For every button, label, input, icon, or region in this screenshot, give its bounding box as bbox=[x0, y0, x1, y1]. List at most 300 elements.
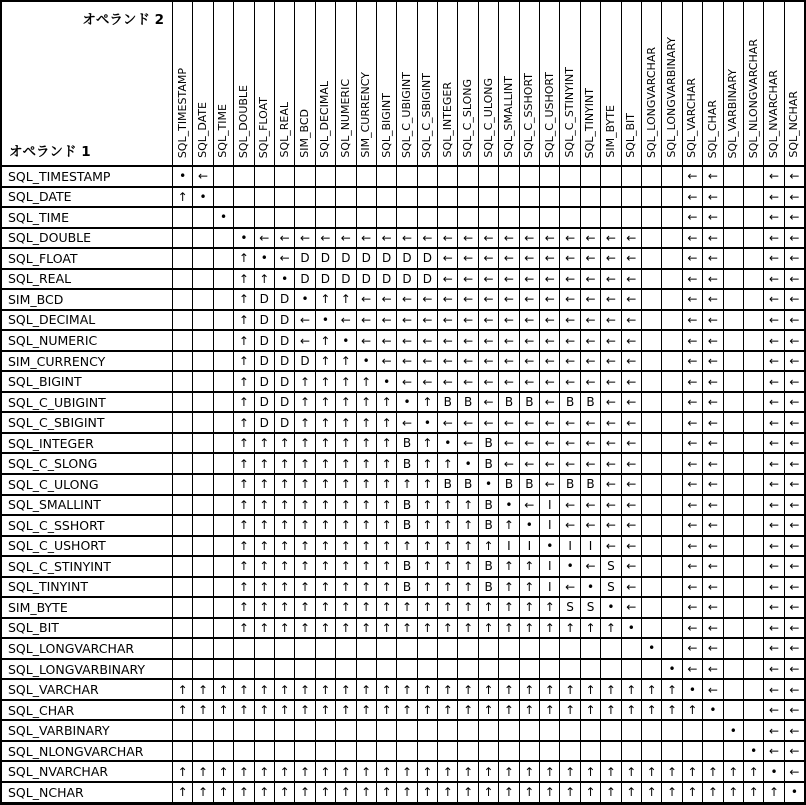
matrix-cell bbox=[173, 371, 193, 392]
matrix-cell bbox=[662, 371, 682, 392]
matrix-cell: ← bbox=[764, 720, 784, 741]
matrix-cell: ↑ bbox=[560, 618, 580, 639]
matrix-cell bbox=[743, 700, 763, 721]
matrix-cell: ↑ bbox=[458, 761, 478, 782]
matrix-cell: ← bbox=[621, 453, 641, 474]
matrix-cell: ↑ bbox=[417, 474, 437, 495]
matrix-cell bbox=[601, 207, 621, 228]
matrix-cell bbox=[723, 515, 743, 536]
matrix-cell bbox=[213, 453, 233, 474]
matrix-cell bbox=[193, 412, 213, 433]
matrix-cell bbox=[580, 741, 600, 762]
matrix-cell: ↑ bbox=[254, 679, 274, 700]
matrix-cell: D bbox=[417, 248, 437, 269]
row-header: SQL_TIME bbox=[1, 207, 173, 228]
matrix-cell: ↑ bbox=[315, 351, 335, 372]
matrix-cell: ← bbox=[621, 577, 641, 598]
matrix-cell: ↑ bbox=[499, 556, 519, 577]
matrix-cell bbox=[723, 453, 743, 474]
matrix-cell bbox=[193, 453, 213, 474]
matrix-cell: ← bbox=[703, 289, 723, 310]
column-header-label: SQL_C_SSHORT bbox=[522, 73, 536, 158]
matrix-cell: ← bbox=[580, 515, 600, 536]
matrix-cell: ← bbox=[764, 433, 784, 454]
matrix-cell: ← bbox=[458, 310, 478, 331]
matrix-cell bbox=[580, 638, 600, 659]
matrix-cell: • bbox=[764, 761, 784, 782]
row-header: SQL_TINYINT bbox=[1, 577, 173, 598]
matrix-cell bbox=[336, 659, 356, 680]
matrix-cell bbox=[234, 720, 254, 741]
matrix-cell bbox=[213, 556, 233, 577]
matrix-cell: ← bbox=[458, 412, 478, 433]
matrix-cell bbox=[397, 166, 417, 187]
matrix-cell: D bbox=[254, 310, 274, 331]
matrix-cell: ← bbox=[703, 495, 723, 516]
matrix-cell: ↑ bbox=[254, 433, 274, 454]
matrix-cell bbox=[682, 741, 702, 762]
matrix-row bbox=[1, 597, 805, 618]
matrix-cell: ↑ bbox=[315, 289, 335, 310]
matrix-cell: D bbox=[315, 269, 335, 290]
matrix-cell: ← bbox=[397, 330, 417, 351]
matrix-cell bbox=[621, 207, 641, 228]
matrix-cell: ← bbox=[376, 351, 396, 372]
matrix-cell: ↑ bbox=[458, 618, 478, 639]
matrix-cell: B bbox=[397, 577, 417, 598]
matrix-cell: ↑ bbox=[703, 761, 723, 782]
matrix-cell bbox=[478, 207, 498, 228]
matrix-cell: ↑ bbox=[356, 597, 376, 618]
matrix-cell: ← bbox=[784, 453, 805, 474]
row-header: SQL_C_USHORT bbox=[1, 536, 173, 557]
column-header-label: SQL_NVARCHAR bbox=[766, 69, 780, 158]
matrix-cell bbox=[356, 741, 376, 762]
matrix-cell: ← bbox=[499, 433, 519, 454]
matrix-cell: ← bbox=[458, 228, 478, 249]
matrix-cell: ← bbox=[397, 289, 417, 310]
matrix-cell bbox=[743, 638, 763, 659]
matrix-cell: ← bbox=[438, 289, 458, 310]
matrix-cell bbox=[621, 187, 641, 208]
matrix-cell bbox=[234, 659, 254, 680]
column-header bbox=[274, 1, 294, 166]
matrix-cell: ← bbox=[580, 228, 600, 249]
matrix-cell: ↑ bbox=[601, 679, 621, 700]
matrix-cell bbox=[743, 289, 763, 310]
matrix-cell: D bbox=[254, 351, 274, 372]
matrix-cell bbox=[254, 659, 274, 680]
matrix-cell: • bbox=[478, 474, 498, 495]
matrix-cell bbox=[356, 207, 376, 228]
matrix-cell: ← bbox=[764, 495, 784, 516]
row-header: SQL_SMALLINT bbox=[1, 495, 173, 516]
matrix-row bbox=[1, 412, 805, 433]
matrix-cell: ↑ bbox=[519, 618, 539, 639]
matrix-cell bbox=[499, 741, 519, 762]
matrix-cell bbox=[315, 207, 335, 228]
matrix-cell bbox=[376, 741, 396, 762]
matrix-cell: S bbox=[580, 597, 600, 618]
matrix-row bbox=[1, 351, 805, 372]
column-header-label: SIM_BYTE bbox=[603, 105, 617, 158]
matrix-cell: ← bbox=[784, 351, 805, 372]
matrix-cell: ← bbox=[458, 351, 478, 372]
matrix-cell bbox=[254, 720, 274, 741]
matrix-cell: ↑ bbox=[315, 495, 335, 516]
matrix-cell: ↑ bbox=[315, 392, 335, 413]
matrix-cell bbox=[743, 371, 763, 392]
matrix-cell: ↑ bbox=[519, 782, 539, 804]
matrix-cell: ↑ bbox=[274, 761, 294, 782]
matrix-cell bbox=[295, 659, 315, 680]
matrix-cell: D bbox=[274, 392, 294, 413]
matrix-cell: B bbox=[560, 474, 580, 495]
matrix-cell: ↑ bbox=[478, 700, 498, 721]
row-header: SQL_NCHAR bbox=[1, 782, 173, 804]
matrix-cell bbox=[254, 638, 274, 659]
matrix-cell: ↑ bbox=[274, 782, 294, 804]
matrix-cell: ← bbox=[499, 228, 519, 249]
matrix-cell: ← bbox=[540, 371, 560, 392]
matrix-cell: ↑ bbox=[723, 782, 743, 804]
matrix-cell bbox=[743, 351, 763, 372]
matrix-cell bbox=[315, 659, 335, 680]
matrix-cell: ↑ bbox=[397, 536, 417, 557]
matrix-cell bbox=[641, 207, 661, 228]
matrix-cell: ↑ bbox=[336, 597, 356, 618]
matrix-cell: ↑ bbox=[601, 761, 621, 782]
column-header bbox=[356, 1, 376, 166]
matrix-cell bbox=[641, 269, 661, 290]
matrix-cell: D bbox=[254, 289, 274, 310]
matrix-cell: ← bbox=[682, 618, 702, 639]
matrix-cell bbox=[723, 289, 743, 310]
row-header: SQL_INTEGER bbox=[1, 433, 173, 454]
matrix-cell: ← bbox=[478, 412, 498, 433]
matrix-cell bbox=[601, 720, 621, 741]
matrix-cell: ← bbox=[478, 351, 498, 372]
matrix-cell bbox=[315, 166, 335, 187]
matrix-cell: ↑ bbox=[438, 515, 458, 536]
matrix-cell: ← bbox=[560, 351, 580, 372]
matrix-cell: ↑ bbox=[458, 536, 478, 557]
matrix-cell: ↑ bbox=[376, 556, 396, 577]
matrix-cell: ← bbox=[682, 371, 702, 392]
matrix-cell bbox=[356, 638, 376, 659]
matrix-cell: ← bbox=[417, 330, 437, 351]
matrix-cell: • bbox=[580, 577, 600, 598]
matrix-cell: ← bbox=[703, 269, 723, 290]
matrix-cell bbox=[397, 720, 417, 741]
matrix-cell: ↑ bbox=[662, 761, 682, 782]
matrix-cell: ← bbox=[601, 412, 621, 433]
matrix-cell: • bbox=[234, 228, 254, 249]
matrix-cell: ← bbox=[784, 577, 805, 598]
matrix-cell: ← bbox=[519, 453, 539, 474]
matrix-cell: ← bbox=[560, 310, 580, 331]
column-header bbox=[580, 1, 600, 166]
matrix-cell: ← bbox=[519, 433, 539, 454]
matrix-cell: ↑ bbox=[458, 577, 478, 598]
matrix-cell bbox=[641, 289, 661, 310]
matrix-cell bbox=[213, 412, 233, 433]
column-header-label: SQL_TINYINT bbox=[583, 87, 597, 158]
matrix-cell bbox=[173, 474, 193, 495]
column-header bbox=[458, 1, 478, 166]
matrix-cell: ↑ bbox=[234, 618, 254, 639]
matrix-cell bbox=[213, 248, 233, 269]
matrix-cell: B bbox=[478, 577, 498, 598]
matrix-cell: ← bbox=[784, 515, 805, 536]
matrix-cell: ← bbox=[540, 310, 560, 331]
matrix-cell: • bbox=[662, 659, 682, 680]
matrix-cell: ← bbox=[356, 289, 376, 310]
matrix-cell: ← bbox=[478, 248, 498, 269]
matrix-cell: ← bbox=[682, 433, 702, 454]
matrix-cell: ↑ bbox=[234, 248, 254, 269]
matrix-cell: ↑ bbox=[336, 782, 356, 804]
matrix-cell bbox=[519, 741, 539, 762]
matrix-cell: ← bbox=[682, 392, 702, 413]
matrix-cell: ← bbox=[784, 392, 805, 413]
matrix-cell bbox=[213, 433, 233, 454]
matrix-cell bbox=[295, 166, 315, 187]
matrix-cell bbox=[723, 330, 743, 351]
matrix-cell: ↑ bbox=[315, 453, 335, 474]
matrix-cell: ↑ bbox=[601, 618, 621, 639]
matrix-cell: • bbox=[417, 412, 437, 433]
column-header bbox=[621, 1, 641, 166]
matrix-cell bbox=[213, 536, 233, 557]
row-header: SQL_C_STINYINT bbox=[1, 556, 173, 577]
matrix-cell: D bbox=[397, 269, 417, 290]
column-header-label: SQL_BIT bbox=[624, 113, 638, 158]
matrix-cell: D bbox=[254, 371, 274, 392]
matrix-cell bbox=[662, 289, 682, 310]
matrix-cell bbox=[356, 166, 376, 187]
matrix-cell: ← bbox=[682, 495, 702, 516]
matrix-cell bbox=[193, 556, 213, 577]
matrix-row bbox=[1, 720, 805, 741]
matrix-cell: ↑ bbox=[376, 577, 396, 598]
matrix-cell: ← bbox=[703, 351, 723, 372]
matrix-cell: ↑ bbox=[499, 700, 519, 721]
matrix-cell bbox=[723, 618, 743, 639]
matrix-cell: ← bbox=[784, 556, 805, 577]
matrix-cell bbox=[743, 536, 763, 557]
matrix-cell: ← bbox=[601, 289, 621, 310]
matrix-cell bbox=[723, 371, 743, 392]
matrix-cell bbox=[417, 659, 437, 680]
matrix-cell: • bbox=[213, 207, 233, 228]
matrix-cell: ← bbox=[376, 330, 396, 351]
matrix-cell: ↑ bbox=[376, 782, 396, 804]
matrix-cell bbox=[478, 166, 498, 187]
matrix-cell: ↑ bbox=[173, 700, 193, 721]
matrix-cell: ↑ bbox=[356, 371, 376, 392]
matrix-cell: ← bbox=[682, 248, 702, 269]
matrix-cell bbox=[641, 310, 661, 331]
matrix-cell: ↑ bbox=[376, 536, 396, 557]
matrix-cell bbox=[213, 597, 233, 618]
matrix-cell: ↑ bbox=[234, 474, 254, 495]
matrix-cell: ← bbox=[703, 330, 723, 351]
matrix-cell: ← bbox=[601, 371, 621, 392]
matrix-cell: ↑ bbox=[336, 392, 356, 413]
matrix-cell bbox=[173, 515, 193, 536]
column-header bbox=[682, 1, 702, 166]
matrix-cell: ↑ bbox=[376, 618, 396, 639]
matrix-cell bbox=[560, 166, 580, 187]
matrix-row bbox=[1, 741, 805, 762]
matrix-cell: ↑ bbox=[336, 495, 356, 516]
matrix-cell bbox=[274, 720, 294, 741]
matrix-cell bbox=[315, 741, 335, 762]
matrix-cell bbox=[723, 474, 743, 495]
matrix-cell: ← bbox=[601, 310, 621, 331]
matrix-cell: ← bbox=[560, 228, 580, 249]
matrix-cell: ↑ bbox=[173, 187, 193, 208]
matrix-cell bbox=[641, 618, 661, 639]
matrix-row bbox=[1, 556, 805, 577]
matrix-cell: B bbox=[438, 392, 458, 413]
matrix-cell: ← bbox=[540, 269, 560, 290]
matrix-cell: ← bbox=[784, 207, 805, 228]
matrix-cell: ↑ bbox=[173, 782, 193, 804]
matrix-cell: ← bbox=[682, 289, 702, 310]
matrix-cell bbox=[540, 207, 560, 228]
matrix-cell: • bbox=[703, 700, 723, 721]
corner-cell bbox=[1, 1, 173, 166]
matrix-cell: ↑ bbox=[397, 700, 417, 721]
matrix-cell bbox=[438, 741, 458, 762]
matrix-cell bbox=[723, 187, 743, 208]
matrix-cell: ← bbox=[784, 166, 805, 187]
matrix-cell bbox=[499, 720, 519, 741]
matrix-cell: ← bbox=[336, 310, 356, 331]
matrix-cell bbox=[662, 228, 682, 249]
matrix-cell bbox=[519, 720, 539, 741]
matrix-cell bbox=[213, 577, 233, 598]
column-header bbox=[234, 1, 254, 166]
matrix-cell: ← bbox=[519, 330, 539, 351]
matrix-cell: ↑ bbox=[315, 782, 335, 804]
matrix-cell: ↑ bbox=[499, 577, 519, 598]
matrix-cell: ↑ bbox=[213, 679, 233, 700]
matrix-cell bbox=[682, 720, 702, 741]
matrix-cell: ↑ bbox=[458, 556, 478, 577]
column-header bbox=[641, 1, 661, 166]
matrix-cell: ↑ bbox=[356, 761, 376, 782]
matrix-cell: ↑ bbox=[417, 700, 437, 721]
matrix-cell: ↑ bbox=[315, 597, 335, 618]
matrix-cell: ↑ bbox=[540, 597, 560, 618]
matrix-cell bbox=[743, 207, 763, 228]
matrix-cell bbox=[295, 638, 315, 659]
matrix-cell: ← bbox=[397, 371, 417, 392]
matrix-cell: • bbox=[519, 515, 539, 536]
matrix-cell: ↑ bbox=[682, 700, 702, 721]
matrix-cell: ← bbox=[560, 269, 580, 290]
matrix-cell bbox=[723, 351, 743, 372]
matrix-cell: ↑ bbox=[295, 412, 315, 433]
matrix-cell: ↑ bbox=[336, 556, 356, 577]
matrix-cell bbox=[438, 207, 458, 228]
matrix-cell bbox=[193, 330, 213, 351]
matrix-cell: ← bbox=[621, 371, 641, 392]
row-header: SQL_BIT bbox=[1, 618, 173, 639]
matrix-row bbox=[1, 679, 805, 700]
matrix-cell: ↑ bbox=[397, 618, 417, 639]
matrix-cell bbox=[540, 166, 560, 187]
matrix-cell bbox=[376, 166, 396, 187]
matrix-cell: ↑ bbox=[315, 618, 335, 639]
matrix-cell bbox=[641, 330, 661, 351]
matrix-cell bbox=[723, 679, 743, 700]
matrix-cell: ← bbox=[703, 187, 723, 208]
matrix-cell: D bbox=[274, 371, 294, 392]
matrix-cell: ↑ bbox=[356, 556, 376, 577]
matrix-cell: ← bbox=[764, 187, 784, 208]
matrix-cell bbox=[499, 187, 519, 208]
matrix-cell: ↑ bbox=[336, 289, 356, 310]
matrix-cell: ↑ bbox=[417, 761, 437, 782]
matrix-cell: ← bbox=[193, 166, 213, 187]
matrix-cell bbox=[336, 187, 356, 208]
matrix-cell bbox=[743, 453, 763, 474]
matrix-cell bbox=[743, 618, 763, 639]
matrix-cell: ← bbox=[580, 289, 600, 310]
matrix-cell bbox=[193, 310, 213, 331]
column-header bbox=[560, 1, 580, 166]
matrix-cell: ← bbox=[703, 207, 723, 228]
matrix-cell bbox=[173, 638, 193, 659]
matrix-cell: ↑ bbox=[234, 700, 254, 721]
matrix-cell: ← bbox=[784, 495, 805, 516]
matrix-cell: ↑ bbox=[376, 412, 396, 433]
column-header-label: SQL_REAL bbox=[277, 102, 291, 158]
matrix-cell: ↑ bbox=[499, 679, 519, 700]
matrix-cell: • bbox=[682, 679, 702, 700]
matrix-cell bbox=[743, 166, 763, 187]
column-header-label: SQL_C_ULONG bbox=[481, 78, 495, 158]
matrix-cell: ← bbox=[560, 495, 580, 516]
column-header bbox=[540, 1, 560, 166]
matrix-cell bbox=[458, 659, 478, 680]
matrix-cell bbox=[417, 720, 437, 741]
matrix-cell: ↑ bbox=[336, 700, 356, 721]
matrix-cell: • bbox=[601, 597, 621, 618]
matrix-cell bbox=[601, 741, 621, 762]
row-header: SQL_C_SLONG bbox=[1, 453, 173, 474]
matrix-cell: • bbox=[356, 351, 376, 372]
matrix-cell: ← bbox=[519, 310, 539, 331]
column-header-label: SQL_LONGVARCHAR bbox=[644, 47, 658, 158]
matrix-cell: D bbox=[336, 269, 356, 290]
matrix-cell bbox=[478, 720, 498, 741]
matrix-row bbox=[1, 515, 805, 536]
matrix-cell: ← bbox=[621, 310, 641, 331]
matrix-cell bbox=[662, 412, 682, 433]
matrix-cell: ← bbox=[438, 310, 458, 331]
matrix-cell: ← bbox=[519, 351, 539, 372]
matrix-cell: ← bbox=[397, 310, 417, 331]
matrix-cell bbox=[641, 453, 661, 474]
matrix-cell: • bbox=[173, 166, 193, 187]
matrix-cell: ← bbox=[682, 556, 702, 577]
column-header bbox=[336, 1, 356, 166]
